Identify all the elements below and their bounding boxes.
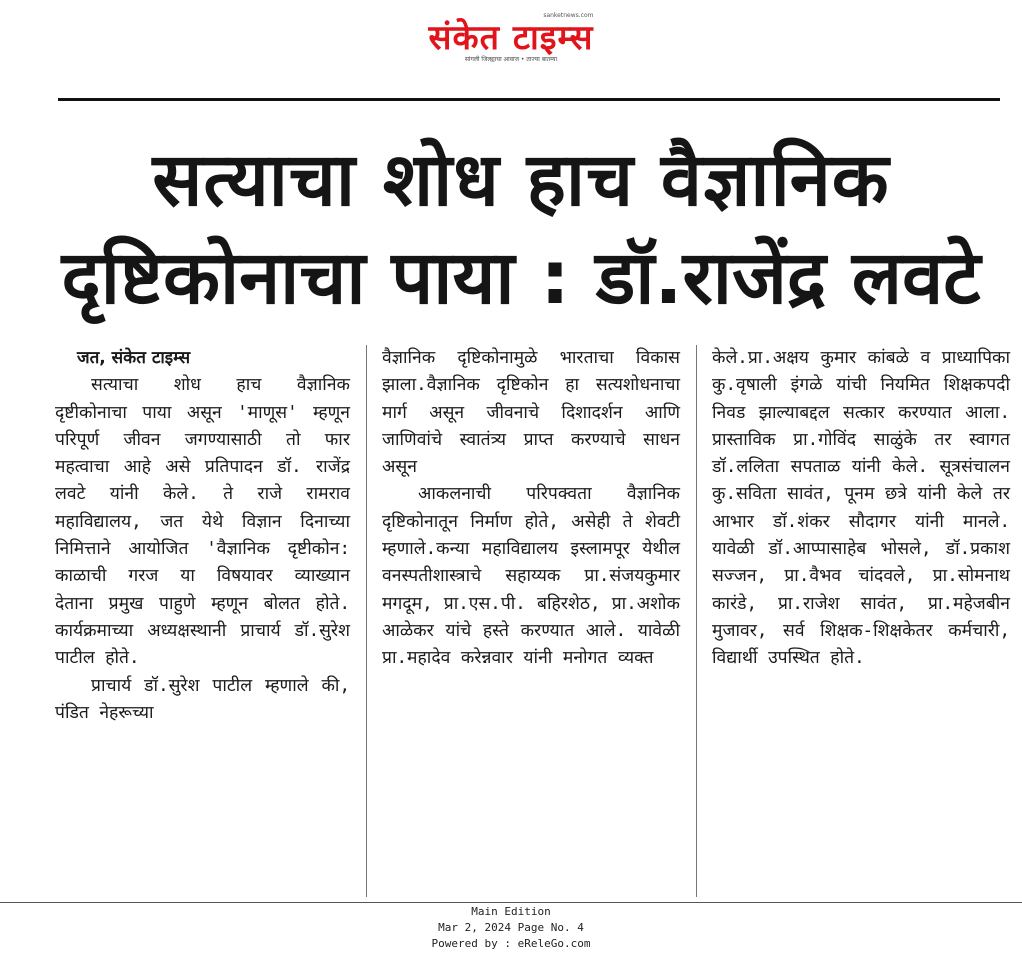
- headline-line-1: सत्याचा शोध हाच वैज्ञानिक: [152, 137, 890, 223]
- dateline: जत, संकेत टाइम्स: [77, 348, 191, 368]
- logo-text: संकेत टाइम्स: [428, 18, 594, 58]
- newspaper-logo: [428, 12, 594, 63]
- headline-line-2: दृष्टिकोनाचा पाया : डॉ.राजेंद्र लवटे: [61, 235, 981, 321]
- article-column-3: [712, 345, 1010, 673]
- paragraph: केले.प्रा.अक्षय कुमार कांबळे व प्राध्यापिका कु.वृषाली इंगळे यांची नियमित शिक्षकपदी निवड झाल्याबद्दल सत्कार करण्यात आला. प्रास्ताविक प्रा.गोविंद साळुंके तर स्वागत डॉ.ललिता सपताळ यांनी केले. सूत्रसंचालन कु.सविता सावंत, पूनम छत्रे यांनी केले तर आभार डॉ.शंकर सौदागर यांनी मानले. यावेळी डॉ.आप्पासाहेब भोसले, डॉ.प्रकाश सज्जन, प्रा.वैभव चांदवले, प्रा.सोमनाथ कारंडे, प्रा.राजेश सावंत, प्रा.महेजबीन मुजावर, सर्व शिक्षक-शिक्षकेतर कर्मचारी, विद्यार्थी उपस्थित होते.: [712, 348, 1010, 669]
- masthead: [0, 12, 1022, 65]
- article-column-2: [382, 345, 680, 673]
- column-divider: [696, 345, 697, 897]
- footer: [0, 904, 1022, 952]
- paragraph: प्राचार्य डॉ.सुरेश पाटील म्हणाले की, पंडित नेहरूच्या: [55, 675, 350, 723]
- footer-date-page: Mar 2, 2024 Page No. 4: [438, 921, 584, 934]
- headline: [40, 132, 1002, 328]
- paragraph: आकलनाची परिपक्वता वैज्ञानिक दृष्टिकोनातून निर्माण होते, असेही ते शेवटी म्हणाले.कन्या महाविद्यालय इस्लामपूर येथील वनस्पतीशास्त्राचे सहाय्यक प्रा.संजयकुमार मगदूम, प्रा.एस.पी. बहिरशेठ, प्रा.अशोक आळेकर यांचे हस्ते करण्यात आले. यावेळी प्रा.महादेव करेन्नवार यांनी मनोगत व्यक्त: [382, 484, 680, 669]
- masthead-divider: [58, 98, 1000, 101]
- column-divider: [366, 345, 367, 897]
- article-column-1: [55, 345, 350, 727]
- footer-edition: Main Edition: [471, 905, 551, 918]
- paragraph: वैज्ञानिक दृष्टिकोनामुळे भारताचा विकास झाला.वैज्ञानिक दृष्टिकोन हा सत्यशोधनाचा मार्ग असून जीवनाचे दिशादर्शन आणि जाणिवांचे स्वातंत्र्य प्राप्त करण्याचे साधन असून: [382, 348, 680, 478]
- logo-url: sanketnews.com: [543, 12, 594, 19]
- logo-tagline: सांगली जिल्ह्याचा आवाज • ताज्या बातम्या: [464, 56, 558, 63]
- footer-powered-by: Powered by : eReleGo.com: [431, 937, 591, 950]
- paragraph: सत्याचा शोध हाच वैज्ञानिक दृष्टीकोनाचा पाया असून 'माणूस' म्हणून परिपूर्ण जीवन जगण्यासाठी तो फार महत्वाचा आहे असे प्रतिपादन डॉ. राजेंद्र लवटे यांनी केले. ते राजे रामराव महाविद्यालय, जत येथे विज्ञान दिनाच्या निमित्ताने आयोजित 'वैज्ञानिक दृष्टीकोन: काळाची गरज या विषयावर व्याख्यान देताना प्रमुख पाहुणे म्हणून बोलत होते. कार्यक्रमाच्या अध्यक्षस्थानी प्राचार्य डॉ.सुरेश पाटील होते.: [55, 375, 350, 669]
- footer-divider: [0, 902, 1022, 903]
